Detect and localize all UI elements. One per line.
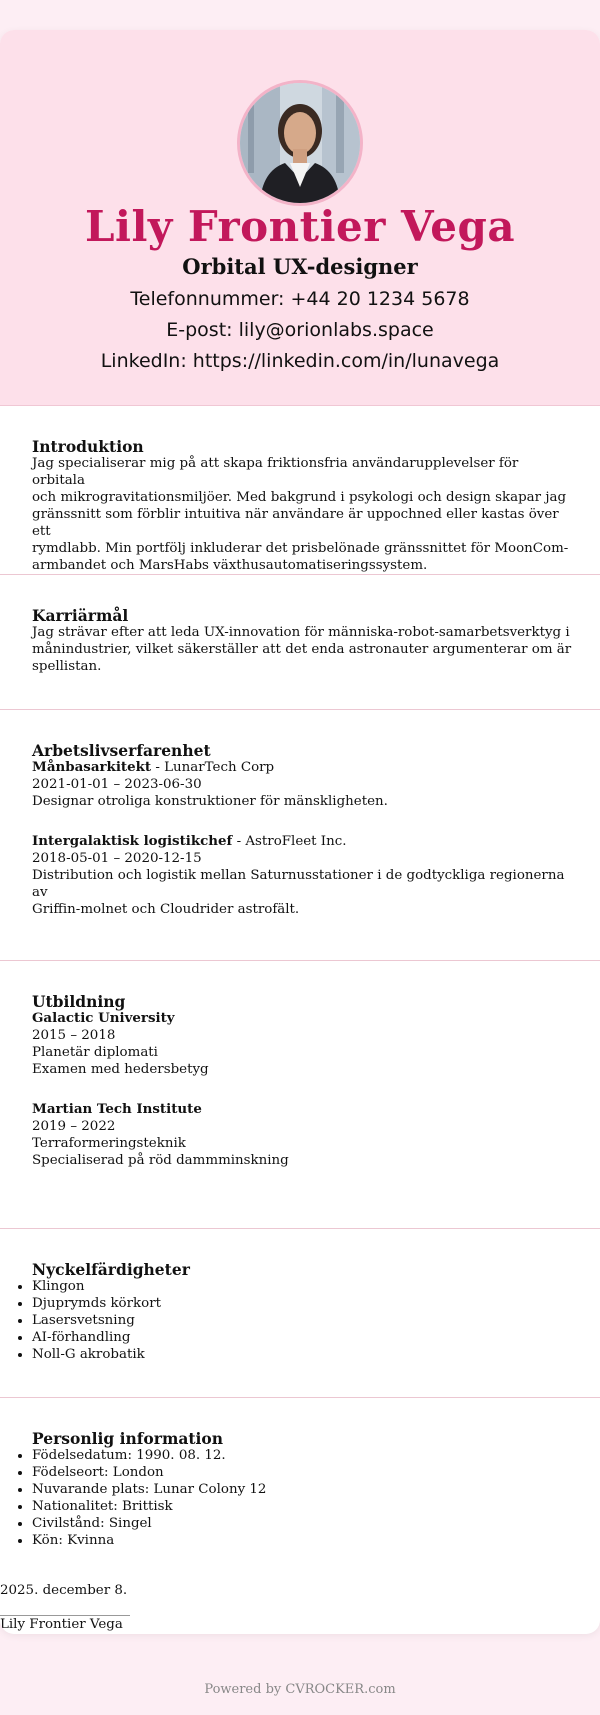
goal-line: månindustrier, vilket säkerställer att det enda astronauter argumenterar om är (32, 642, 572, 657)
school-dates: 2019 – 2022 (32, 1119, 116, 1134)
skills-heading: Nyckelfärdigheter (32, 1260, 190, 1279)
skill-item: • Djuprymds körkort (32, 1295, 580, 1312)
personal-info-section (0, 1397, 600, 1577)
intro-heading: Introduktion (32, 437, 144, 456)
school-program: Planetär diplomati (32, 1045, 158, 1060)
profile-photo (237, 80, 363, 206)
intro-line: gränssnitt som förblir intuitiva när användare är uppochned eller kastas över ett (32, 507, 559, 539)
job-entry (32, 759, 572, 810)
candidate-name: Lily Frontier Vega (84, 202, 516, 251)
education-section (0, 960, 600, 1229)
skill-item: • Noll-G akrobatik (32, 1346, 580, 1363)
job-title: Månbasarkitekt (32, 759, 152, 775)
skill-item: • AI-förhandling (32, 1329, 580, 1346)
personal-info-item: • Födelseort: London (32, 1464, 580, 1481)
school-name: Martian Tech Institute (32, 1101, 202, 1117)
education-entry (32, 1101, 572, 1169)
intro-line: Jag specialiserar mig på att skapa friktionsfria användarupplevelser för orbitala (32, 456, 519, 488)
intro-line: rymdlabb. Min portfölj inkluderar det prisbelönade gränssnittet för MoonCom- (32, 541, 569, 556)
signature-line (0, 1615, 130, 1616)
job-description: Distribution och logistik mellan Saturnusstationer i de godtyckliga regionerna av (32, 868, 565, 900)
school-program: Terraformeringsteknik (32, 1136, 186, 1151)
personal-info-heading: Personlig information (32, 1429, 224, 1448)
school-note: Specialiserad på röd dammminskning (32, 1153, 289, 1168)
skill-item: • Lasersvetsning (32, 1312, 580, 1329)
school-dates: 2015 – 2018 (32, 1028, 116, 1043)
personal-info-item: • Civilstånd: Singel (32, 1515, 580, 1532)
job-dates: 2018-05-01 – 2020-12-15 (32, 851, 202, 866)
job-title: Intergalaktisk logistikchef (32, 833, 233, 849)
personal-info-item: • Nuvarande plats: Lunar Colony 12 (32, 1481, 580, 1498)
signature-date: 2025. december 8. (0, 1583, 128, 1598)
career-goal-heading: Karriärmål (32, 606, 129, 625)
experience-heading: Arbetslivserfarenhet (32, 741, 211, 760)
personal-info-item: • Födelsedatum: 1990. 08. 12. (32, 1447, 580, 1464)
linkedin-url: LinkedIn: https://linkedin.com/in/lunavega (100, 350, 500, 372)
personal-info-item: • Nationalitet: Brittisk (32, 1498, 580, 1515)
resume-card (0, 30, 600, 1634)
career-goal-text (32, 624, 572, 675)
intro-text (32, 455, 572, 574)
school-note: Examen med hedersbetyg (32, 1062, 209, 1077)
resume-header (0, 30, 600, 406)
skills-list (0, 1278, 580, 1363)
intro-section (0, 405, 600, 575)
skills-section (0, 1228, 600, 1398)
education-heading: Utbildning (32, 992, 126, 1011)
email-address: E-post: lily@orionlabs.space (166, 319, 434, 341)
job-description: Griffin-molnet och Cloudrider astrofält. (32, 902, 300, 917)
phone-number: Telefonnummer: +44 20 1234 5678 (130, 288, 470, 310)
job-company: - AstroFleet Inc. (232, 834, 347, 849)
education-entry (32, 1010, 572, 1078)
career-goal-section (0, 574, 600, 710)
goal-line: Jag strävar efter att leda UX-innovation för människa-robot-samarbetsverktyg i (32, 625, 570, 640)
job-company: - LunarTech Corp (151, 760, 275, 775)
skill-item: • Klingon (32, 1278, 580, 1295)
job-dates: 2021-01-01 – 2023-06-30 (32, 777, 202, 792)
personal-info-item: • Kön: Kvinna (32, 1532, 580, 1549)
job-description: Designar otroliga konstruktioner för mänskligheten. (32, 794, 388, 809)
school-name: Galactic University (32, 1010, 175, 1026)
job-title: Orbital UX-designer (182, 254, 418, 279)
signature-name: Lily Frontier Vega (0, 1617, 123, 1632)
intro-line: armbandet och MarsHabs växthusautomatiseringssystem. (32, 558, 428, 573)
personal-info-list (0, 1447, 580, 1549)
powered-by-link[interactable]: Powered by CVROCKER.com (204, 1682, 396, 1697)
intro-line: och mikrogravitationsmiljöer. Med bakgrund i psykologi och design skapar jag (32, 490, 567, 505)
goal-line: spellistan. (32, 659, 102, 674)
experience-section (0, 709, 600, 961)
job-entry (32, 833, 572, 918)
